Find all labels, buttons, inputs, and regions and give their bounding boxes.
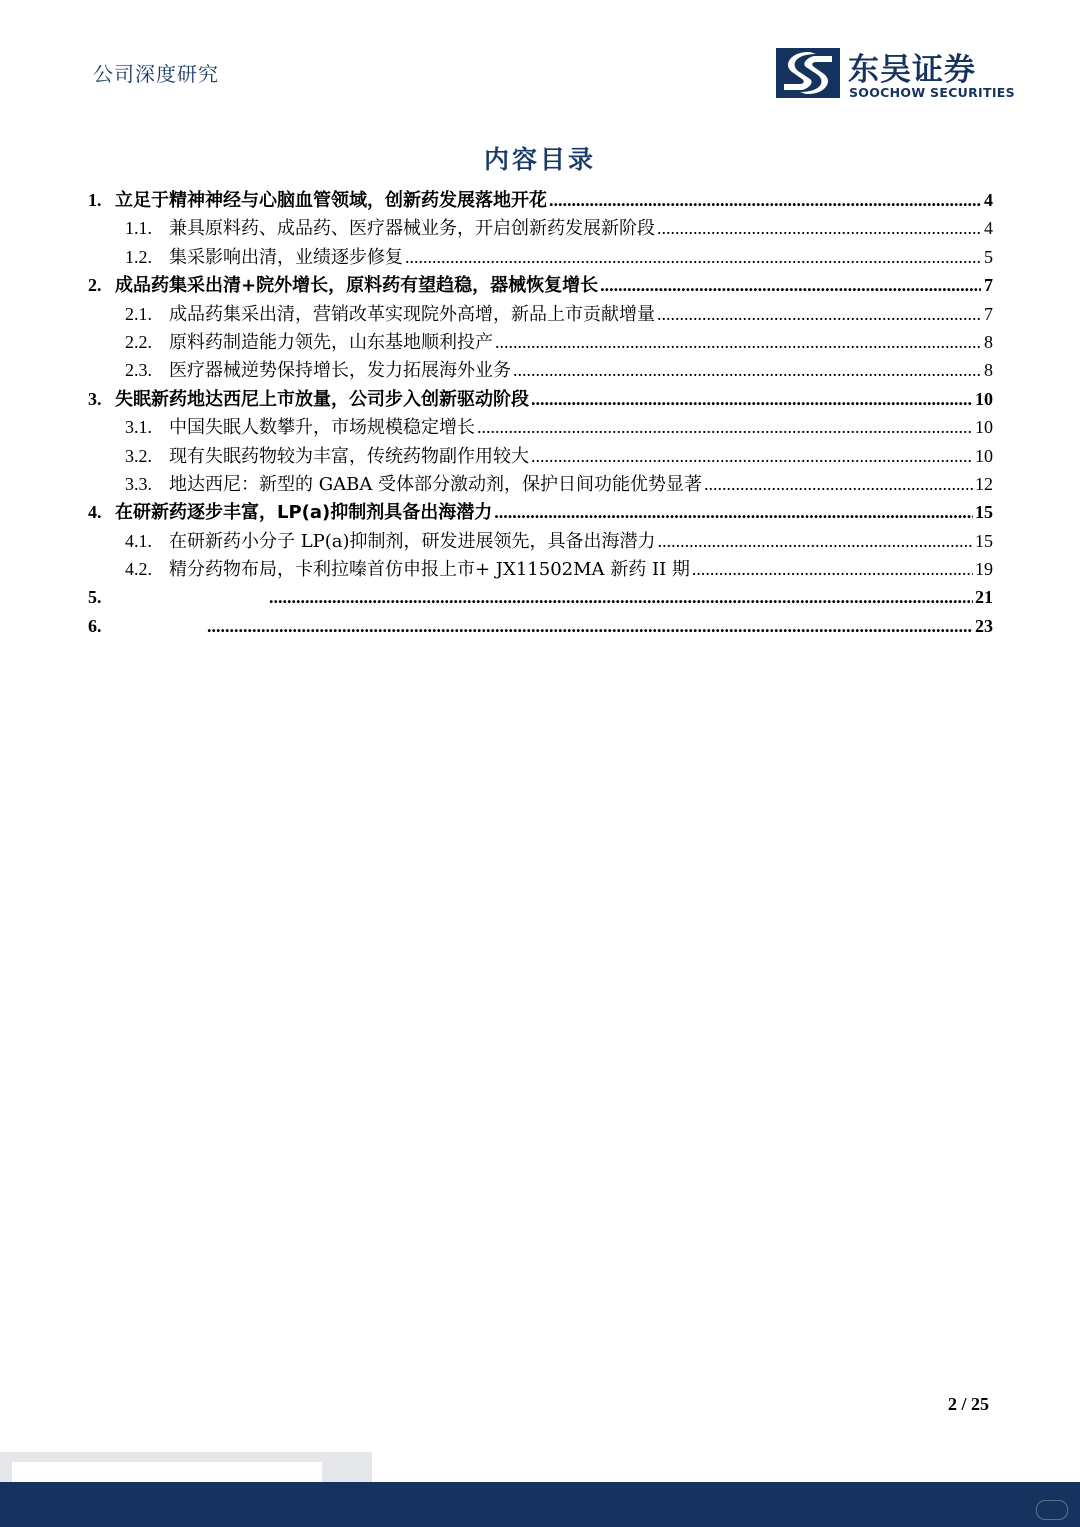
toc-entry-number: 4.1.	[125, 530, 152, 551]
toc-entry-number: 5.	[88, 587, 102, 608]
toc-entry-number: 3.2.	[125, 445, 152, 466]
report-type-label: 公司深度研究	[93, 62, 219, 86]
toc-entry-6[interactable]	[88, 612, 993, 640]
toc-entry-page: 19	[975, 559, 993, 580]
toc-leader-dots	[207, 612, 973, 640]
toc-entry-page: 21	[975, 587, 993, 608]
toc-entry-number: 2.	[88, 275, 102, 296]
toc-entry-number: 2.3.	[125, 360, 152, 381]
toc-entry-number: 2.1.	[125, 303, 152, 324]
toc-entry-number: 6.	[88, 615, 102, 636]
toc-entry-title: 兼具原料药、成品药、医疗器械业务，开启创新药发展新阶段	[169, 218, 655, 240]
toc-entry-page: 7	[984, 275, 993, 296]
toc-entry-2-3[interactable]	[88, 356, 993, 384]
toc-entry-number: 4.2.	[125, 559, 152, 580]
toc-entry-title: 医疗器械逆势保持增长，发力拓展海外业务	[169, 360, 511, 382]
toc-entry-3[interactable]	[88, 385, 993, 413]
footer-bar	[0, 1482, 1080, 1527]
toc-leader-dots	[531, 442, 973, 470]
toc-entry-title: 在研新药小分子 LP(a)抑制剂，研发进展领先，具备出海潜力	[169, 530, 656, 552]
toc-entry-3-2[interactable]	[88, 442, 993, 470]
toc-entry-1-2[interactable]	[88, 243, 993, 271]
toc-leader-dots	[657, 300, 981, 328]
toc-entry-page: 15	[975, 530, 993, 551]
toc-entry-title: 成品药集采出清+院外增长，原料药有望趋稳，器械恢复增长	[115, 275, 599, 297]
toc-entry-number: 1.	[88, 190, 102, 210]
toc-leader-dots	[531, 385, 973, 413]
toc-entry-page: 10	[975, 417, 993, 438]
page-current: 2	[948, 1394, 957, 1414]
toc-entry-title: 成品药集采出清，营销改革实现院外高增，新品上市贡献增量	[169, 303, 655, 325]
soochow-logo-icon	[776, 48, 840, 98]
page-number	[948, 1394, 989, 1415]
toc-entry-number: 1.1.	[125, 218, 152, 239]
toc-entry-title: 在研新药逐步丰富，LP(a)抑制剂具备出海潜力	[115, 502, 493, 524]
toc-entry-title: 立足于精神神经与心脑血管领域，创新药发展落地开花	[115, 190, 547, 211]
toc-entry-3-3[interactable]	[88, 470, 993, 498]
toc-entry-page: 23	[975, 615, 993, 636]
toc-entry-title: 中国失眠人数攀升，市场规模稳定增长	[169, 417, 475, 439]
toc-leader-dots	[657, 214, 981, 242]
toc-entry-title: 失眠新药地达西尼上市放量，公司步入创新驱动阶段	[115, 388, 529, 410]
toc-entry-page: 5	[984, 246, 993, 267]
toc-entry-page: 15	[975, 502, 993, 523]
toc-entry-page: 7	[984, 303, 993, 324]
toc-entry-number: 2.2.	[125, 331, 152, 352]
toc-leader-dots	[704, 470, 973, 498]
toc-leader-dots	[513, 356, 981, 384]
toc-entry-page: 10	[975, 445, 993, 466]
toc-entry-title: 集采影响出清，业绩逐步修复	[169, 246, 403, 268]
toc-leader-dots	[549, 186, 981, 214]
toc-entry-4-1[interactable]	[88, 527, 993, 555]
soochow-logo	[776, 48, 1015, 102]
toc-entry-1[interactable]	[88, 186, 993, 214]
toc-entry-title: 地达西尼：新型的 GABA 受体部分激动剂，保护日间功能优势显著	[169, 473, 703, 495]
toc-leader-dots	[658, 527, 973, 555]
toc-entry-number: 3.3.	[125, 473, 152, 494]
watermark-icon	[1036, 1500, 1068, 1520]
toc-entry-1-1[interactable]	[88, 214, 993, 242]
toc-entry-page: 8	[984, 360, 993, 381]
toc-leader-dots	[477, 413, 973, 441]
page-separator: /	[961, 1394, 967, 1414]
toc-leader-dots	[405, 243, 981, 271]
table-of-contents	[88, 186, 993, 640]
toc-entry-2-1[interactable]	[88, 300, 993, 328]
toc-leader-dots	[269, 583, 973, 611]
page-total: 25	[971, 1394, 990, 1414]
toc-entry-number: 4.	[88, 502, 102, 523]
toc-entry-title: 精分药物布局，卡利拉嗪首仿申报上市+ JX11502MA 新药 II 期	[169, 559, 690, 581]
toc-entry-title: 现有失眠药物较为丰富，传统药物副作用较大	[169, 445, 529, 467]
toc-entry-page: 8	[984, 331, 993, 352]
toc-leader-dots	[692, 555, 973, 583]
toc-leader-dots	[495, 328, 981, 356]
logo-chinese-name: 东吴证券	[848, 52, 976, 88]
toc-entry-page: 4	[984, 218, 993, 239]
toc-entry-2[interactable]	[88, 271, 993, 299]
toc-entry-5[interactable]	[88, 583, 993, 611]
toc-entry-page: 10	[975, 388, 993, 409]
toc-leader-dots	[494, 498, 973, 526]
toc-entry-page: 4	[984, 190, 993, 210]
toc-entry-4-2[interactable]	[88, 555, 993, 583]
toc-title: 内容目录	[483, 145, 596, 174]
toc-leader-dots	[600, 271, 981, 299]
toc-entry-2-2[interactable]	[88, 328, 993, 356]
toc-entry-3-1[interactable]	[88, 413, 993, 441]
toc-entry-number: 3.	[88, 388, 102, 409]
toc-entry-4[interactable]	[88, 498, 993, 526]
toc-entry-number: 3.1.	[125, 417, 152, 438]
toc-entry-number: 1.2.	[125, 246, 152, 267]
toc-entry-page: 12	[975, 473, 993, 494]
logo-english-name: SOOCHOW SECURITIES	[849, 85, 1015, 100]
footer-block-inner	[12, 1462, 322, 1482]
toc-entry-title: 原料药制造能力领先，山东基地顺利投产	[169, 331, 493, 353]
